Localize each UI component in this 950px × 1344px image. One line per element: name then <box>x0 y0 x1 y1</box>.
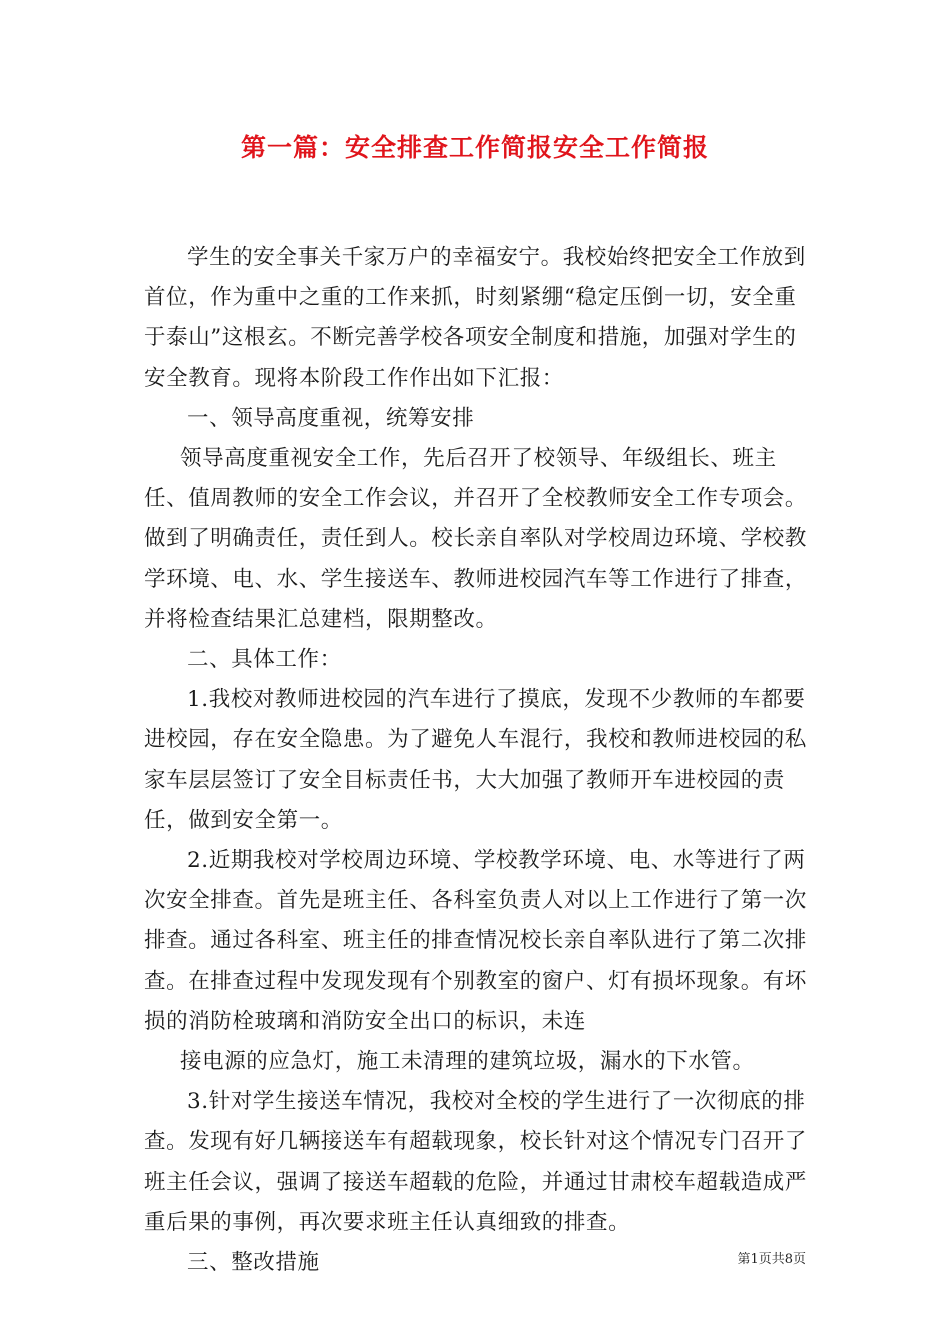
page-number: 第1页共8页 <box>737 1252 806 1267</box>
paragraph-item-2: 2.近期我校对学校周边环境、学校教学环境、电、水等进行了两次安全排查。首先是班主任、各科室负责人对以上工作进行了第一次排查。通过各科室、班主任的排查情况校长亲自率队进行了第二次排查。在排查过程中发现发现有个别教室的窗户、灯有损坏现象。有坏损的消防栓玻璃和消防安全出口的标识，未连 <box>144 848 808 1034</box>
document-body <box>144 238 808 1283</box>
paragraph-intro: 学生的安全事关千家万户的幸福安宁。我校始终把安全工作放到首位，作为重中之重的工作来抓，时刻紧绷“稳定压倒一切，安全重于泰山”这根玄。不断完善学校各项安全制度和措施，加强对学生的安全教育。现将本阶段工作作出如下汇报： <box>144 245 806 391</box>
paragraph-leadership: 领导高度重视安全工作，先后召开了校领导、年级组长、班主任、值周教师的安全工作会议，并召开了全校教师安全工作专项会。做到了明确责任，责任到人。校长亲自率队对学校周边环境、学校教学环境、电、水、学生接送车、教师进校园汽车等工作进行了排查，并将检查结果汇总建档，限期整改。 <box>144 446 808 632</box>
paragraph-item-2-continued: 接电源的应急灯，施工未清理的建筑垃圾，漏水的下水管。 <box>180 1049 755 1075</box>
paragraph-item-1: 1.我校对教师进校园的汽车进行了摸底，发现不少教师的车都要进校园，存在安全隐患。为了避免人车混行，我校和教师进校园的私家车层层签订了安全目标责任书，大大加强了教师开车进校园的责任，做到安全第一。 <box>144 687 808 833</box>
section-heading-2: 二、具体工作： <box>187 647 342 673</box>
section-heading-1: 一、领导高度重视，统筹安排 <box>187 405 475 431</box>
section-heading-3: 三、整改措施 <box>187 1250 320 1276</box>
document-title: 第一篇：安全排查工作简报安全工作简报 <box>240 133 709 162</box>
paragraph-item-3: 3.针对学生接送车情况，我校对全校的学生进行了一次彻底的排查。发现有好几辆接送车有超载现象，校长针对这个情况专门召开了班主任会议，强调了接送车超载的危险，并通过甘肃校车超载造成严重后果的事例，再次要求班主任认真细致的排查。 <box>144 1089 808 1235</box>
